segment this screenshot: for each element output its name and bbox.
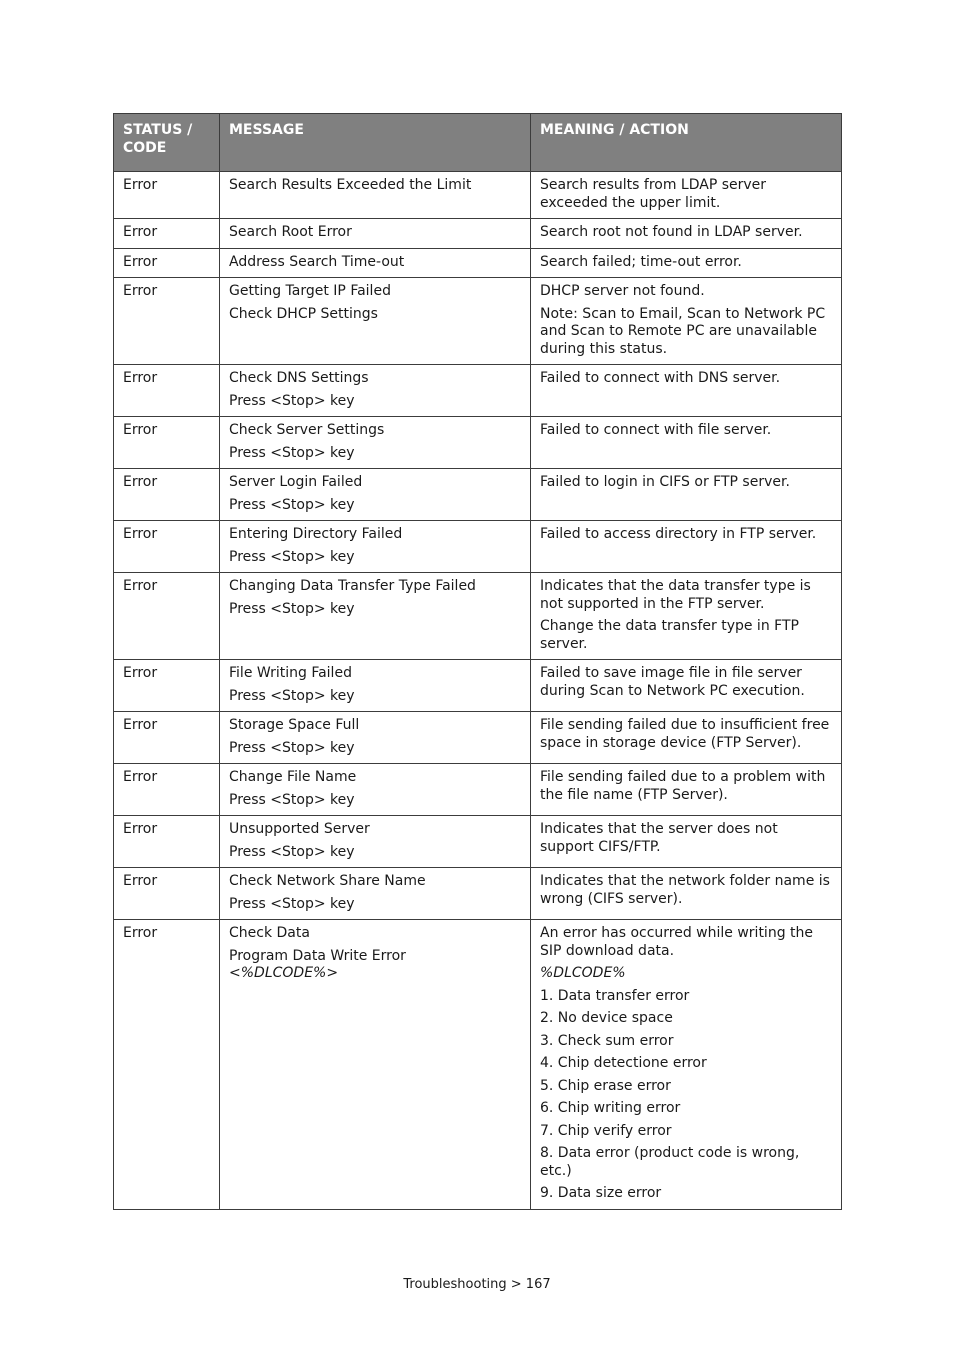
- list-item: 9. Data size error: [540, 1185, 662, 1201]
- message-cell: [220, 920, 531, 1210]
- message-line: Press <Stop> key: [229, 843, 355, 860]
- meaning-note: Note: Scan to Email, Scan to Network PC and Scan to Remote PC are unavailable during this status.: [540, 305, 826, 357]
- meaning-cell: [531, 712, 842, 764]
- meaning-cell: [531, 920, 842, 1210]
- message-cell: [220, 660, 531, 712]
- message-cell: [220, 365, 531, 417]
- meaning-cell: [531, 219, 842, 249]
- message-line: Check Data: [229, 925, 310, 941]
- meaning-cell: [531, 521, 842, 573]
- meaning-line: Indicates that the data transfer type is not supported in the FTP server.: [540, 578, 811, 612]
- error-messages-table: [113, 113, 842, 1210]
- message-line-text: Program Data Write Error: [229, 947, 406, 964]
- message-line-with-code: [229, 948, 522, 983]
- message-line: Server Login Failed: [229, 474, 363, 490]
- list-item: 7. Chip verify error: [540, 1122, 672, 1139]
- status-cell: Error: [114, 248, 220, 278]
- status-cell: Error: [114, 712, 220, 764]
- meaning-cell: [531, 417, 842, 469]
- table-row: [114, 469, 842, 521]
- table-row: [114, 573, 842, 660]
- message-cell: [220, 816, 531, 868]
- message-line: Press <Stop> key: [229, 392, 355, 409]
- meaning-cell: [531, 172, 842, 219]
- message-cell: [220, 469, 531, 521]
- status-cell: Error: [114, 521, 220, 573]
- list-item: 6. Chip writing error: [540, 1100, 681, 1116]
- message-line: Press <Stop> key: [229, 444, 355, 461]
- table-row: [114, 248, 842, 278]
- table-row: [114, 816, 842, 868]
- status-cell: Error: [114, 469, 220, 521]
- message-cell: [220, 248, 531, 278]
- list-item: 2. No device space: [540, 1010, 673, 1026]
- meaning-cell: [531, 278, 842, 365]
- header-message: MESSAGE: [220, 114, 531, 172]
- status-cell: Error: [114, 417, 220, 469]
- table-header-row: [114, 114, 842, 172]
- message-line: Press <Stop> key: [229, 548, 355, 565]
- table-row: [114, 764, 842, 816]
- status-cell: Error: [114, 573, 220, 660]
- table-row: [114, 868, 842, 920]
- meaning-cell: [531, 573, 842, 660]
- message-line: Check Network Share Name: [229, 873, 426, 889]
- message-line: Check DHCP Settings: [229, 305, 378, 322]
- table-row: [114, 365, 842, 417]
- table-row: [114, 660, 842, 712]
- status-cell: Error: [114, 920, 220, 1210]
- status-cell: Error: [114, 172, 220, 219]
- table-row: [114, 278, 842, 365]
- status-cell: Error: [114, 868, 220, 920]
- meaning-line: Failed to save image file in file server during Scan to Network PC execution.: [540, 665, 805, 699]
- list-item: 8. Data error (product code is wrong, etc.): [540, 1145, 800, 1179]
- message-cell: [220, 712, 531, 764]
- message-line: Check Server Settings: [229, 422, 385, 438]
- message-line: Press <Stop> key: [229, 739, 355, 756]
- message-line: Press <Stop> key: [229, 687, 355, 704]
- message-line: Press <Stop> key: [229, 600, 355, 617]
- message-cell: [220, 278, 531, 365]
- meaning-cell: [531, 469, 842, 521]
- message-line: Search Results Exceeded the Limit: [229, 177, 472, 193]
- table-row: [114, 920, 842, 1210]
- table-row: [114, 521, 842, 573]
- list-item: 3. Check sum error: [540, 1032, 674, 1049]
- status-cell: Error: [114, 219, 220, 249]
- message-line: Check DNS Settings: [229, 370, 369, 386]
- meaning-line: Search failed; time-out error.: [540, 253, 742, 270]
- message-dlcode: <%DLCODE%>: [229, 965, 339, 981]
- meaning-line: File sending failed due to a problem with the file name (FTP Server).: [540, 769, 826, 803]
- status-cell: Error: [114, 764, 220, 816]
- meaning-line: An error has occurred while writing the SIP download data.: [540, 925, 814, 959]
- meaning-cell: [531, 764, 842, 816]
- message-line: File Writing Failed: [229, 665, 352, 681]
- meaning-line: Failed to connect with file server.: [540, 422, 772, 438]
- message-cell: [220, 172, 531, 219]
- meaning-line: Search results from LDAP server exceeded the upper limit.: [540, 177, 767, 211]
- message-line: Search Root Error: [229, 224, 352, 240]
- message-cell: [220, 764, 531, 816]
- message-line: Address Search Time-out: [229, 253, 405, 270]
- status-cell: Error: [114, 365, 220, 417]
- table-row: [114, 712, 842, 764]
- meaning-cell: [531, 868, 842, 920]
- message-line: Change File Name: [229, 769, 357, 785]
- meaning-cell: [531, 248, 842, 278]
- table-row: [114, 172, 842, 219]
- status-cell: Error: [114, 660, 220, 712]
- message-line: Press <Stop> key: [229, 895, 355, 912]
- meaning-line: Change the data transfer type in FTP server.: [540, 618, 799, 652]
- status-cell: Error: [114, 278, 220, 365]
- meaning-line: Failed to access directory in FTP server.: [540, 526, 817, 542]
- meaning-line: Indicates that the server does not support CIFS/FTP.: [540, 821, 778, 855]
- page-footer: Troubleshooting > 167: [403, 1277, 551, 1292]
- meaning-line: Failed to login in CIFS or FTP server.: [540, 474, 790, 490]
- meaning-line: Indicates that the network folder name is wrong (CIFS server).: [540, 873, 830, 907]
- header-status-code: STATUS / CODE: [114, 114, 220, 172]
- message-line: Unsupported Server: [229, 821, 370, 837]
- meaning-cell: [531, 816, 842, 868]
- meaning-line: Failed to connect with DNS server.: [540, 370, 781, 386]
- message-line: Getting Target IP Failed: [229, 283, 391, 299]
- meaning-cell: [531, 660, 842, 712]
- message-line: Storage Space Full: [229, 717, 360, 733]
- message-cell: [220, 868, 531, 920]
- meaning-cell: [531, 365, 842, 417]
- meaning-dlcode: %DLCODE%: [540, 965, 626, 981]
- list-item: 5. Chip erase error: [540, 1077, 671, 1094]
- list-item: 1. Data transfer error: [540, 987, 690, 1004]
- message-line: Changing Data Transfer Type Failed: [229, 578, 476, 594]
- message-cell: [220, 417, 531, 469]
- message-cell: [220, 573, 531, 660]
- meaning-line: File sending failed due to insufficient free space in storage device (FTP Server).: [540, 717, 830, 751]
- meaning-line: DHCP server not found.: [540, 283, 705, 299]
- message-cell: [220, 521, 531, 573]
- header-meaning-action: MEANING / ACTION: [531, 114, 842, 172]
- list-item: 4. Chip detectione error: [540, 1055, 707, 1071]
- table-row: [114, 219, 842, 249]
- message-line: Entering Directory Failed: [229, 526, 403, 542]
- status-cell: Error: [114, 816, 220, 868]
- message-line: Press <Stop> key: [229, 791, 355, 808]
- message-cell: [220, 219, 531, 249]
- table-row: [114, 417, 842, 469]
- message-line: Press <Stop> key: [229, 496, 355, 513]
- meaning-line: Search root not found in LDAP server.: [540, 224, 803, 240]
